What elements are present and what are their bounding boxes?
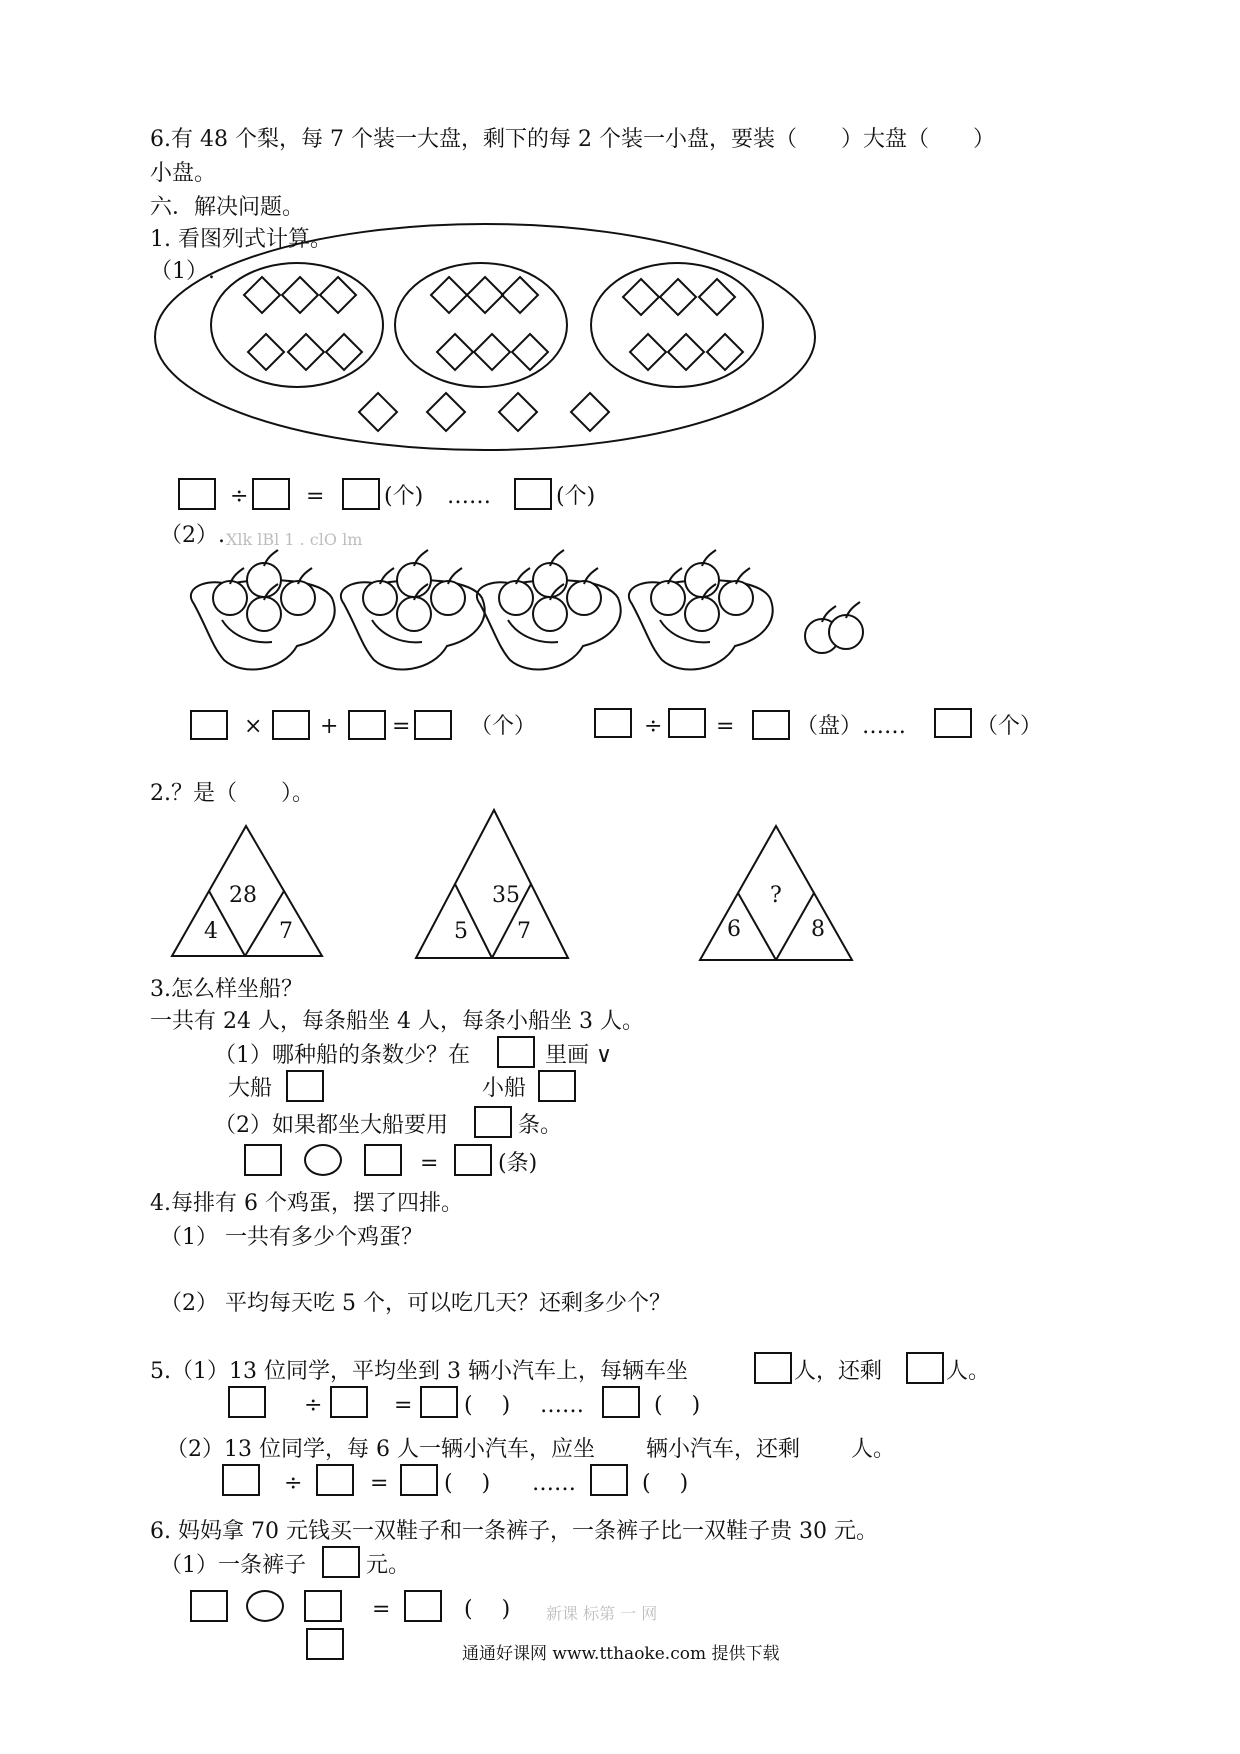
triangle-right-number: 8 [811,917,825,942]
small-plate [211,263,383,387]
section-title: 六．解决问题。 [150,195,305,220]
answer-box[interactable] [590,1464,628,1496]
equals-sign: = [420,1151,439,1176]
divide-sign: ÷ [304,1393,323,1418]
answer-box[interactable] [754,1352,792,1384]
equals-sign: = [392,714,411,739]
answer-box[interactable] [304,1590,342,1622]
answer-box[interactable] [668,708,706,738]
apple [397,550,431,597]
q6-p1-after: 元。 [366,1553,411,1578]
diamond [437,334,473,370]
diamond [467,277,503,313]
apple [685,550,719,597]
diamond [248,334,284,370]
diamond [282,277,318,313]
apple [499,568,533,615]
unit-label: (条) [498,1151,538,1176]
operator-circle[interactable] [246,1590,284,1622]
multiply-sign: × [244,714,263,739]
remainder-dots: …… [532,1471,576,1496]
remainder-dots: …… [540,1393,584,1418]
p1-label: （1）. [150,259,215,284]
answer-box[interactable] [594,708,632,738]
diamond [699,279,735,315]
q4-p1: （1） 一共有多少个鸡蛋？ [160,1225,423,1250]
diamond [571,393,609,431]
apple [533,550,567,597]
apple-basket [629,550,773,669]
unit-label: （个） [976,714,1043,739]
q5-p2: （2）13 位同学，每 6 人一辆小汽车，应坐 辆小汽车，还剩 人。 [166,1437,895,1462]
q2-title: 2.？是（ ）。 [150,781,314,806]
diamond [502,277,538,313]
apple-basket [341,550,485,669]
equals-sign: = [306,484,325,509]
diamond [320,277,356,313]
answer-box[interactable] [316,1464,354,1496]
apple [281,568,315,615]
divide-sign: ÷ [284,1471,303,1496]
plus-sign: + [320,714,339,739]
diamond [668,334,704,370]
answer-box[interactable] [322,1546,360,1578]
answer-box[interactable] [306,1628,344,1660]
q3-p1-before: （1）哪种船的条数少？在 [214,1043,470,1068]
q3-p1-after: 里画 ∨ [545,1043,613,1068]
page-footer: 通通好课网 www.tthaoke.com 提供下载 [462,1644,780,1664]
big-plate-outline [155,224,815,450]
apple [533,584,567,631]
answer-box[interactable] [474,1106,512,1138]
paren-blank: ( ) [464,1597,511,1622]
answer-box[interactable] [906,1352,944,1384]
unit-label: （个） [470,714,537,739]
diamond [623,279,659,315]
answer-box[interactable] [454,1144,492,1176]
apple [397,584,431,631]
diamond [630,334,666,370]
answer-box[interactable] [414,710,452,740]
equals-sign: = [716,714,735,739]
big-boat-label: 大船 [228,1076,273,1101]
paren-blank: ( ) [444,1471,491,1496]
big-boat-checkbox[interactable] [286,1070,324,1102]
apple [213,568,247,615]
triangle-left-number: 4 [204,919,218,944]
answer-box[interactable] [752,710,790,740]
q4-title: 4.每排有 6 个鸡蛋，摆了四排。 [150,1191,463,1216]
answer-box[interactable] [178,478,216,510]
q3-p2-after: 条。 [518,1113,563,1138]
diamond [512,334,548,370]
q5-p1-after: 人。 [946,1359,991,1384]
apple [719,568,753,615]
remainder-dots: …… [447,484,491,509]
apple [247,584,281,631]
answer-box[interactable] [272,710,310,740]
answer-box[interactable] [497,1036,535,1068]
small-boat-checkbox[interactable] [538,1070,576,1102]
apple [431,568,465,615]
operator-circle[interactable] [304,1144,342,1176]
faint-watermark-text: Xlk lBl 1 . clO lm [226,530,363,549]
q3-title: 3.怎么样坐船？ [150,977,303,1002]
answer-box[interactable] [252,478,290,510]
q6-p1-before: （1）一条裤子 [160,1553,306,1578]
small-plate [591,263,763,387]
apple [685,584,719,631]
answer-box[interactable] [404,1590,442,1622]
q6-fill-line1: 6.有 48 个梨，每 7 个装一大盘，剩下的每 2 个装一小盘，要装（ ）大盘（ ） [150,127,995,152]
apple [829,602,863,649]
diamond [326,334,362,370]
triangle-top-number: 35 [492,883,520,908]
answer-box[interactable] [228,1386,266,1418]
triangle-top-number: ? [770,883,782,908]
answer-box[interactable] [514,478,552,510]
unit-label: (个) [556,484,596,509]
apple [567,568,601,615]
apple [363,568,397,615]
triangle-right-number: 7 [279,919,293,944]
diamond [707,334,743,370]
q5-p1-mid: 人，还剩 [794,1359,883,1384]
equals-sign: = [370,1471,389,1496]
answer-box[interactable] [342,478,380,510]
p2-label: （2）. [160,523,225,548]
divide-sign: ÷ [230,484,249,509]
apple-basket [477,550,621,669]
answer-box[interactable] [190,710,228,740]
q6-fill-line2: 小盘。 [150,161,217,186]
equals-sign: = [372,1597,391,1622]
answer-box[interactable] [602,1386,640,1418]
q3-text: 一共有 24 人，每条船坐 4 人，每条小船坐 3 人。 [150,1009,644,1034]
answer-box[interactable] [934,708,972,738]
answer-box[interactable] [190,1590,228,1622]
apple-basket [191,550,335,669]
answer-box[interactable] [330,1386,368,1418]
apple [805,606,839,653]
apple [247,550,281,597]
diamond [499,393,537,431]
paren-blank: ( ) [654,1393,701,1418]
answer-box[interactable] [244,1144,282,1176]
answer-box[interactable] [400,1464,438,1496]
q5-p1-before: 5.（1）13 位同学，平均坐到 3 辆小汽车上，每辆车坐 [150,1359,688,1384]
small-boat-label: 小船 [482,1076,527,1101]
answer-box[interactable] [222,1464,260,1496]
diamond [660,279,696,315]
divide-sign: ÷ [644,714,663,739]
faint-watermark-text: 新课 标第 一 网 [546,1604,658,1623]
equals-sign: = [394,1393,413,1418]
triangle-left-number: 6 [727,917,741,942]
triangle-left-number: 5 [454,919,468,944]
diamond [474,334,510,370]
diamond [359,393,397,431]
diamond [244,277,280,313]
answer-box[interactable] [364,1144,402,1176]
diamond [431,277,467,313]
q1-title: 1. 看图列式计算。 [150,227,332,252]
paren-blank: ( ) [642,1471,689,1496]
q3-p2-before: （2）如果都坐大船要用 [214,1113,448,1138]
diamond [427,393,465,431]
paren-blank: ( ) [464,1393,511,1418]
triangle-right-number: 7 [517,919,531,944]
triangle-top-number: 28 [229,883,257,908]
diamond [288,334,324,370]
answer-box[interactable] [420,1386,458,1418]
small-plate [395,263,567,387]
q6-title: 6. 妈妈拿 70 元钱买一双鞋子和一条裤子，一条裤子比一双鞋子贵 30 元。 [150,1519,878,1544]
q4-p2: （2） 平均每天吃 5 个，可以吃几天？还剩多少个？ [160,1291,671,1316]
unit-label: （盘）…… [796,714,907,739]
apple [651,568,685,615]
unit-label: (个) [384,484,424,509]
answer-box[interactable] [348,710,386,740]
